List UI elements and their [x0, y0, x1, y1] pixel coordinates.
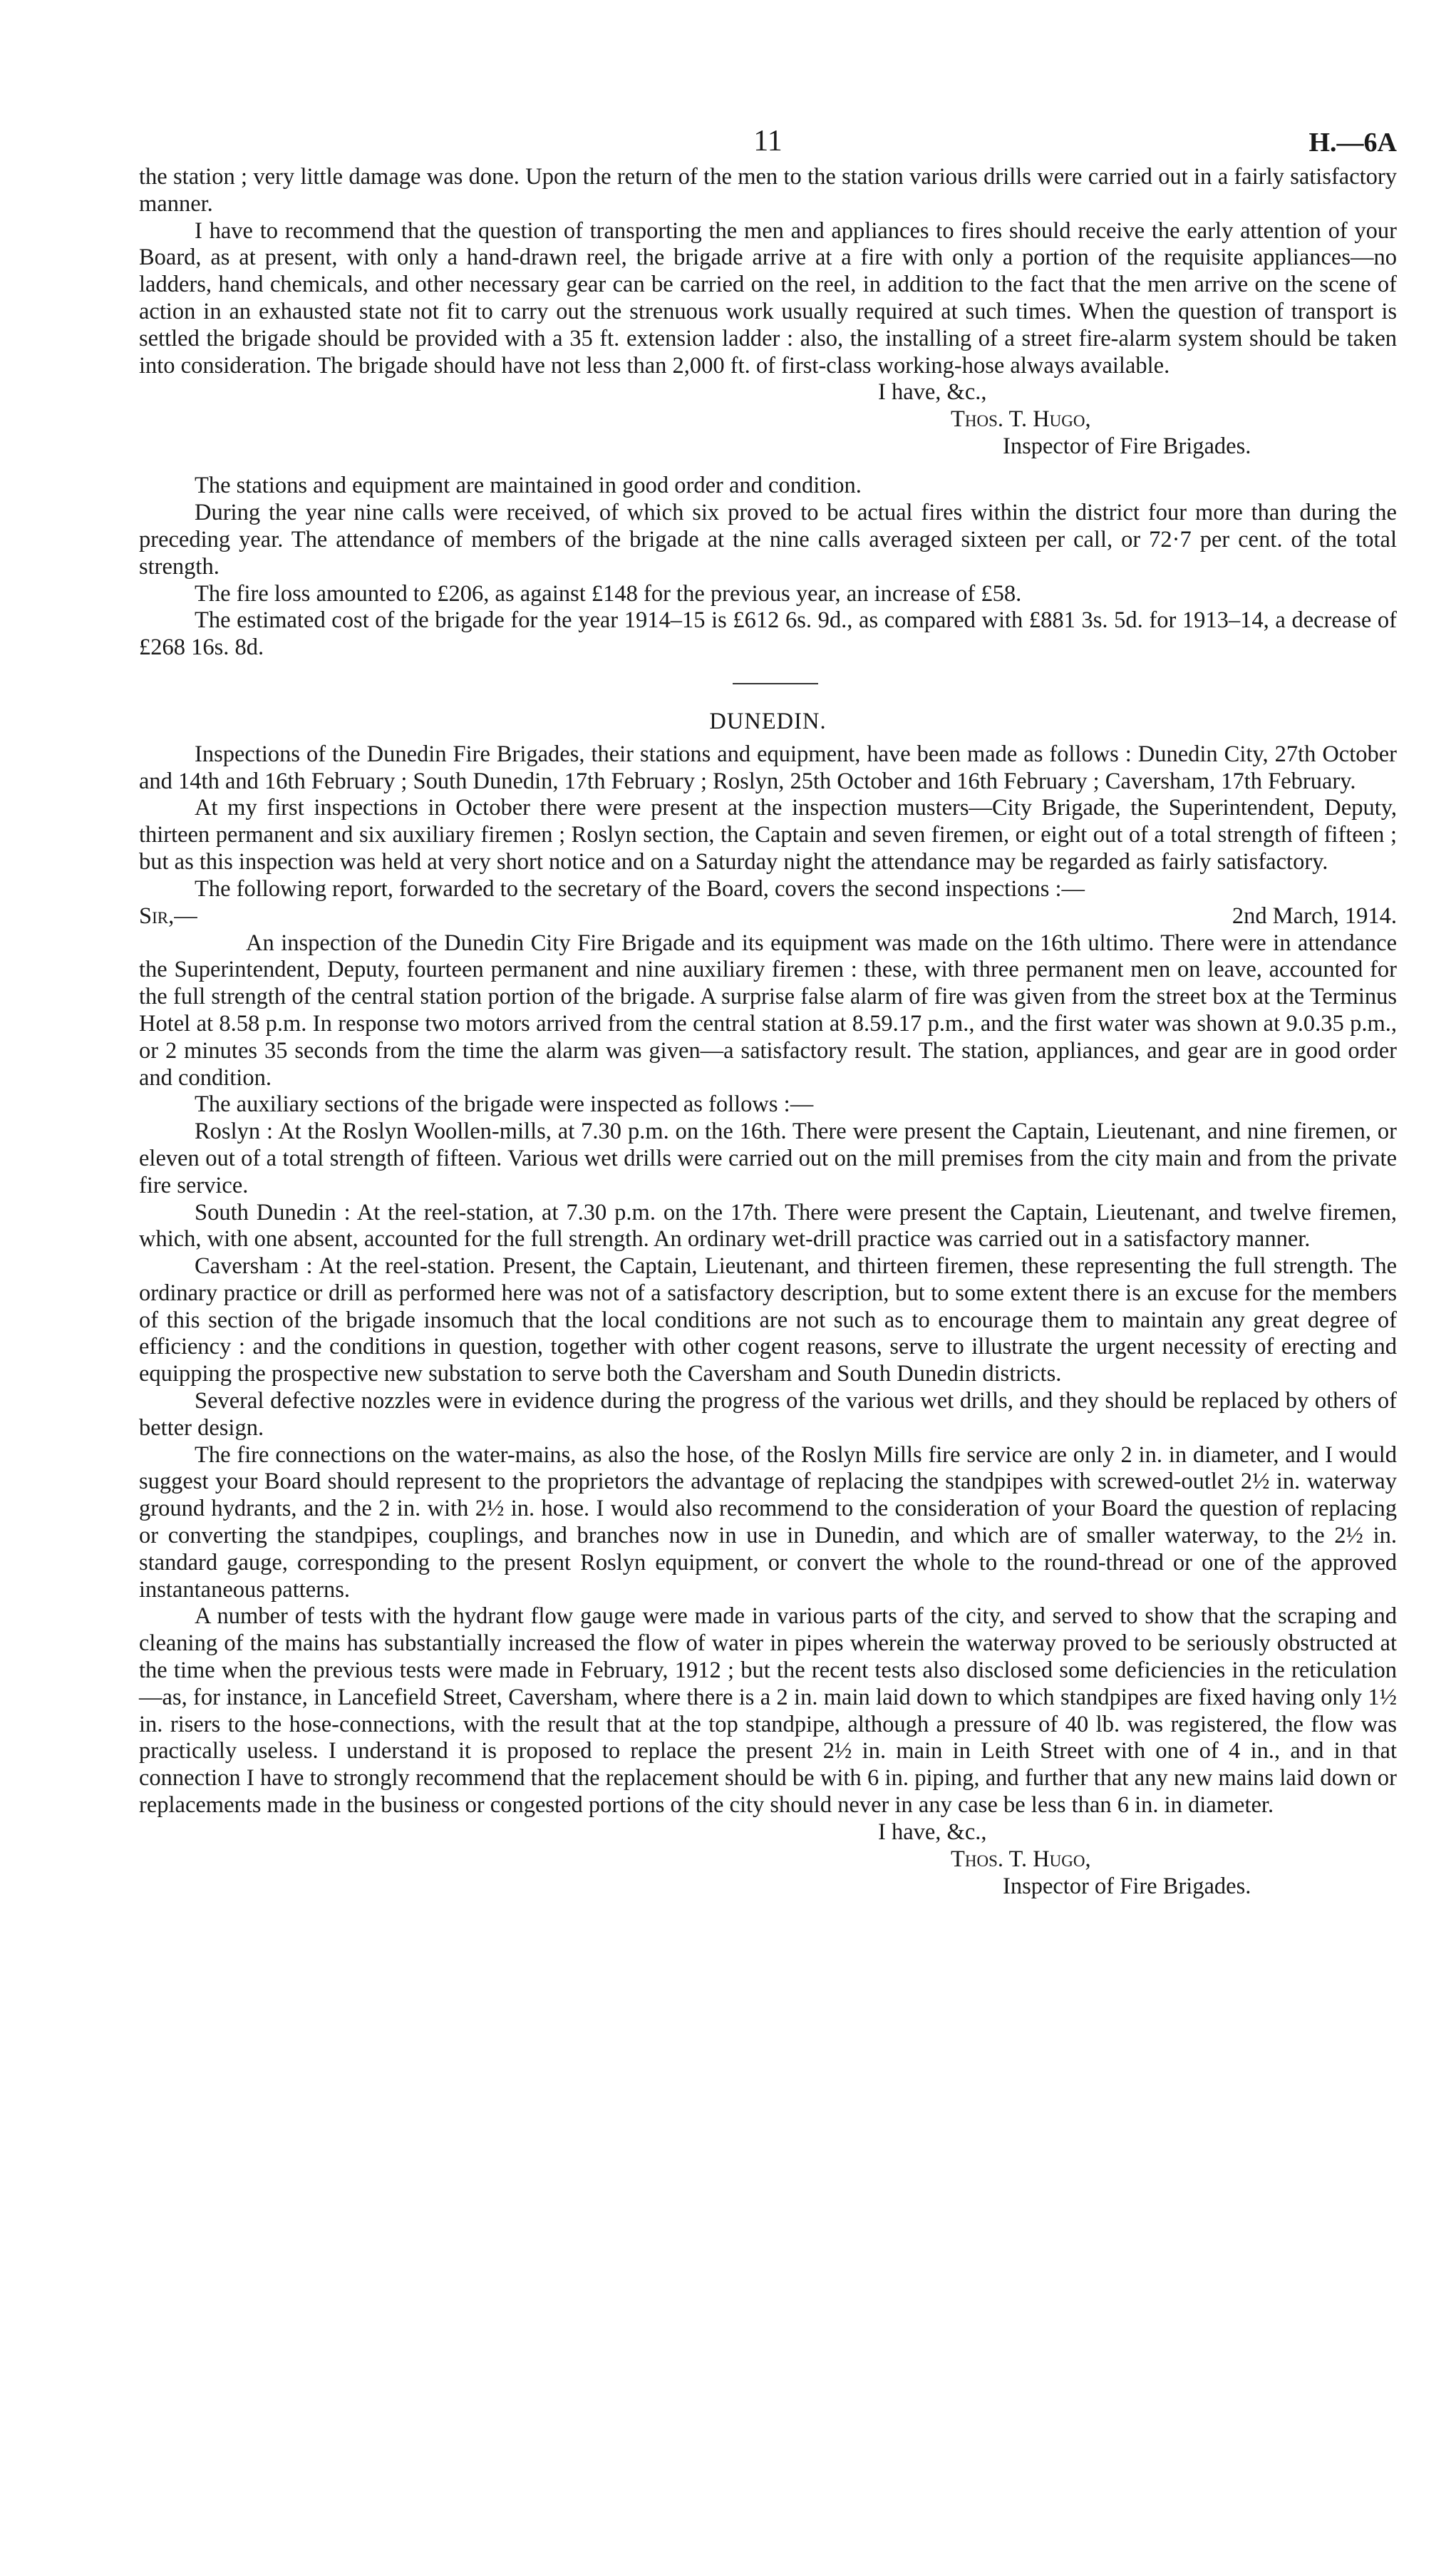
signature-name: Thos. T. Hugo,: [951, 406, 1091, 433]
section-heading: DUNEDIN.: [709, 708, 827, 734]
signature-block: [139, 379, 1397, 460]
document-page: [139, 107, 1397, 2524]
divider-rule: [733, 683, 818, 684]
paragraph: At my first inspections in October there were present at the inspection musters—City Brigade, the Superintendent, Deputy, thirteen permanent and six auxiliary firemen ; Roslyn section, the Captain and seven firemen, or eight out of a total strength of fifteen ; but as this inspection was held at very short notice and on a Saturday night the attendance may be regarded as fairly satisfactory.: [139, 795, 1397, 875]
signature-name: Thos. T. Hugo,: [951, 1846, 1091, 1872]
document-code: H.—6A: [1308, 128, 1397, 158]
paragraph: the station ; very little damage was done. Upon the return of the men to the station various drills were carried out in a fairly satisfactory manner.: [139, 164, 1397, 217]
paragraph: During the year nine calls were received, of which six proved to be actual fires within the district four more than during the preceding year. The attendance of members of the brigade at the nine calls averaged sixteen per call, or 72·7 per cent. of the total strength.: [139, 500, 1397, 580]
signature-title: Inspector of Fire Brigades.: [1003, 433, 1251, 460]
paragraph: The following report, forwarded to the secretary of the Board, covers the second inspections :—: [195, 875, 1085, 902]
paragraph: The fire loss amounted to £206, as against £148 for the previous year, an increase of £58.: [195, 580, 1022, 607]
paragraph: An inspection of the Dunedin City Fire Brigade and its equipment was made on the 16th ultimo. There were in attendance the Superintendent, Deputy, fourteen permanent and nine auxiliary firemen : these, with three permanent men on leave, accounted for the full strength of the central station portion of the brigade. A surprise false alarm of fire was given from the street box at the Terminus Hotel at 8.58 p.m. In response two motors arrived from the central station at 8.59.17 p.m., and the first water was shown at 9.0.35 p.m., or 2 minutes 35 seconds from the time the alarm was given—a satisfactory result. The station, appliances, and gear are in good order and condition.: [139, 930, 1397, 1091]
paragraph: I have to recommend that the question of transporting the men and appliances to fires should receive the early attention of your Board, as at present, with only a hand-drawn reel, the brigade arrive at a fire with only a portion of the requisite appliances—no ladders, hand chemicals, and other necessary gear can be carried on the reel, in addition to the fact that the men arrive on the scene of action in an exhausted state not fit to carry out the strenuous work usually required at such times. When the question of transport is settled the brigade should be provided with a 35 ft. extension ladder : also, the installing of a street fire-alarm system should be taken into consideration. The brigade should have not less than 2,000 ft. of first-class working-hose always available.: [139, 217, 1397, 379]
paragraph: Inspections of the Dunedin Fire Brigades, their stations and equipment, have been made as follows : Dunedin City, 27th October and 14th and 16th February ; South Dunedin, 17th February ; Roslyn, 25th October and 16th February ; Caversham, 17th February.: [139, 741, 1397, 794]
signature-block: [139, 1819, 1397, 1900]
paragraph: The fire connections on the water-mains, as also the hose, of the Roslyn Mills fire service are only 2 in. in diameter, and I would suggest your Board should represent to the proprietors the advantage of replacing the standpipes with screwed-outlet 2½ in. waterway ground hydrants, and the 2 in. with 2½ in. hose. I would also recommend to the consideration of your Board the question of replacing or converting the standpipes, couplings, and branches now in use in Dunedin, and which are of smaller waterway, to the 2½ in. standard gauge, corresponding to the present Roslyn equipment, or convert the whole to the round-thread or one of the approved instantaneous patterns.: [139, 1441, 1397, 1603]
page-number: 11: [753, 125, 783, 158]
paragraph: The stations and equipment are maintained in good order and condition.: [195, 473, 862, 499]
signature-closing: I have, &c.,: [878, 379, 987, 406]
paragraph: Roslyn : At the Roslyn Woollen-mills, at 7.30 p.m. on the 16th. There were present the Captain, Lieutenant, and nine firemen, or eleven out of a total strength of fifteen. Various wet drills were carried out on the mill premises from the city main and from the private fire service.: [139, 1119, 1397, 1198]
letter-header: [139, 903, 1397, 930]
paragraph: South Dunedin : At the reel-station, at 7.30 p.m. on the 17th. There were present the Captain, Lieutenant, and twelve firemen, which, with one absent, accounted for the full strength. An ordinary wet-drill practice was carried out in a satisfactory manner.: [139, 1199, 1397, 1253]
paragraph: Caversham : At the reel-station. Present, the Captain, Lieutenant, and thirteen firemen, these representing the full strength. The ordinary practice or drill as performed here was not of a satisfactory description, but to some extent there is an excuse for the members of this section of the brigade insomuch that the local conditions are not such as to encourage them to maintain any great degree of efficiency : and the conditions in question, together with other cogent reasons, serve to illustrate the urgent necessity of erecting and equipping the prospective new substation to serve both the Caversham and South Dunedin districts.: [139, 1253, 1397, 1387]
paragraph: Several defective nozzles were in evidence during the progress of the various wet drills, and they should be replaced by others of better design.: [139, 1388, 1397, 1441]
page-header: [139, 107, 1397, 164]
paragraph: The auxiliary sections of the brigade were inspected as follows :—: [195, 1091, 814, 1118]
letter-date: 2nd March, 1914.: [1232, 903, 1397, 929]
paragraph: A number of tests with the hydrant flow gauge were made in various parts of the city, and served to show that the scraping and cleaning of the mains has substantially increased the flow of water in pipes wherein the waterway proved to be seriously obstructed at the time when the previous tests were made in February, 1912 ; but the recent tests also disclosed some deficiencies in the reticulation—as, for instance, in Lancefield Street, Caversham, where there is a 2 in. main laid down to which standpipes are fixed having only 1½ in. risers to the hose-connections, with the result that at the top standpipe, although a pressure of 40 lb. was registered, the flow was practically useless. I understand it is proposed to replace the present 2½ in. main in Leith Street with one of 4 in., and in that connection I have to strongly recommend that the replacement should be with 6 in. piping, and further that any new mains laid down or replacements made in the business or congested portions of the city should never in any case be less than 6 in. in diameter.: [139, 1603, 1397, 1819]
section-divider: [139, 662, 1397, 701]
letter-salutation: Sir,—: [139, 903, 197, 929]
paragraph: The estimated cost of the brigade for the year 1914–15 is £612 6s. 9d., as compared with £881 3s. 5d. for 1913–14, a decrease of £268 16s. 8d.: [139, 607, 1397, 661]
signature-title: Inspector of Fire Brigades.: [1003, 1873, 1251, 1899]
signature-closing: I have, &c.,: [878, 1819, 987, 1845]
